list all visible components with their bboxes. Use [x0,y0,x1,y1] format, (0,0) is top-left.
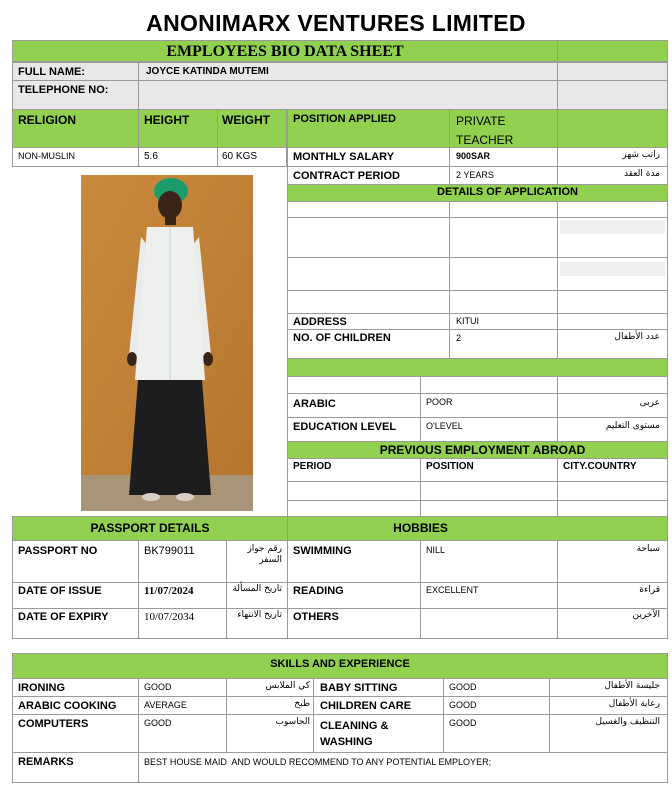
position-header: POSITION [426,461,474,472]
reading-ar: قراءة [639,585,660,595]
swimming-label: SWIMMING [293,545,352,557]
language-grid-line [557,376,558,394]
passport-no-ar: رقم جواز السفر [247,544,282,565]
address-side-cell [557,313,668,330]
sheet-title-side [557,40,668,62]
baby-sitting-ar: جليسة الأطفال [604,681,660,691]
cleaning-value: GOOD [449,718,477,728]
ironing-label: IRONING [18,682,66,694]
details-grid-line [287,257,668,258]
remarks-label: REMARKS [18,756,74,768]
height-value: 5.6 [144,151,158,162]
sheet-title: EMPLOYEES BIO DATA SHEET [166,43,404,60]
others-value-cell [420,608,558,639]
position-applied-value: PRIVATE TEACHER [456,114,514,147]
computers-value: GOOD [144,718,172,728]
skills-title: SKILLS AND EXPERIENCE [270,658,410,670]
children-care-label: CHILDREN CARE [320,700,412,712]
arabic-ar: عربى [639,398,660,408]
arabic-value: POOR [426,397,453,407]
language-blank-row [287,376,668,394]
date-of-expiry-ar: تاريخ الانتهاء [237,610,282,620]
cleaning-ar: التنظيف والغسيل [595,717,660,727]
telephone-side [557,80,668,110]
arabic-label: ARABIC [293,398,336,410]
company-title: ANONIMARX VENTURES LIMITED [146,10,526,36]
contract-period-ar: مدة العقد [624,169,660,179]
monthly-salary-value: 900SAR [456,151,491,161]
details-shade [560,220,665,234]
details-grid-line [287,290,668,291]
employment-grid-line [420,458,421,517]
education-label: EDUCATION LEVEL [293,421,397,433]
computers-label: COMPUTERS [18,718,89,730]
address-value: KITUI [456,316,480,326]
others-label: OTHERS [293,611,339,623]
passport-no-label: PASSPORT NO [18,545,98,557]
reading-label: READING [293,585,344,597]
previous-employment-title: PREVIOUS EMPLOYMENT ABROAD [379,443,586,457]
details-of-application-title: DETAILS OF APPLICATION [437,186,578,198]
ironing-value: GOOD [144,682,172,692]
telephone-label: TELEPHONE NO: [18,84,109,96]
others-ar: الآخرين [632,610,660,620]
arabic-cooking-value: AVERAGE [144,700,187,710]
hobbies-title: HOBBIES [393,521,448,535]
weight-value: 60 KGS [222,151,258,162]
religion-value: NON-MUSLIN [18,151,76,161]
date-of-issue-label: DATE OF ISSUE [18,585,102,597]
ironing-ar: كي الملابس [265,681,310,691]
passport-no-value: BK799011 [144,545,195,557]
baby-sitting-label: BABY SITTING [320,682,398,694]
swimming-ar: سباحة [636,544,660,554]
passport-details-title: PASSPORT DETAILS [90,521,210,535]
monthly-salary-label: MONTHLY SALARY [293,151,395,163]
computers-ar: الحاسوب [275,717,310,727]
children-care-value: GOOD [449,700,477,710]
swimming-value: NILL [426,545,446,555]
children-care-ar: رعاية الأطفال [608,699,660,709]
details-shade [560,262,665,276]
date-of-expiry-value: 10/07/2034 [144,611,195,623]
applicant-photo-image [81,175,253,511]
applicant-photo [81,175,253,511]
reading-value: EXCELLENT [426,585,479,595]
height-label: HEIGHT [144,113,190,127]
arabic-cooking-ar: طبخ [294,699,310,709]
remarks-value: BEST HOUSE MAID AND WOULD RECOMMEND TO ANY POTENTIAL EMPLOYER; [144,757,492,767]
arabic-cooking-label: ARABIC COOKING [18,700,117,712]
weight-label: WEIGHT [222,113,270,127]
details-grid-line [287,217,668,218]
date-of-issue-value: 11/07/2024 [144,585,194,597]
employment-grid-line [557,458,558,517]
education-ar: مستوى التعليم [605,421,660,431]
date-of-issue-ar: تاريخ المسألة [232,584,282,594]
full-name-value: JOYCE KATINDA MUTEMI [146,66,269,77]
monthly-salary-ar: راتب شهر [622,150,660,160]
full-name-label: FULL NAME: [18,66,86,78]
contract-period-value: 2 YEARS [456,170,494,180]
employment-grid-line [287,500,668,501]
cleaning-label: CLEANING & WASHING [320,720,389,748]
position-applied-label: POSITION APPLIED [293,113,396,125]
city-country-header: CITY.COUNTRY [563,461,637,472]
education-value: O'LEVEL [426,421,463,431]
language-section-bar [287,358,668,377]
full-name-side [557,62,668,81]
children-value: 2 [456,333,462,343]
contract-period-label: CONTRACT PERIOD [293,170,400,182]
children-label: NO. OF CHILDREN [293,332,391,344]
address-label: ADDRESS [293,316,347,328]
telephone-value-cell [138,80,558,110]
employment-grid-line [287,481,668,482]
religion-label: RELIGION [18,113,77,127]
period-header: PERIOD [293,461,332,472]
baby-sitting-value: GOOD [449,682,477,692]
children-value-cell [449,329,558,359]
children-ar: عدد الأطفال [614,332,660,342]
date-of-expiry-label: DATE OF EXPIRY [18,611,109,623]
position-applied-side [557,109,668,148]
language-grid-line [420,376,421,394]
